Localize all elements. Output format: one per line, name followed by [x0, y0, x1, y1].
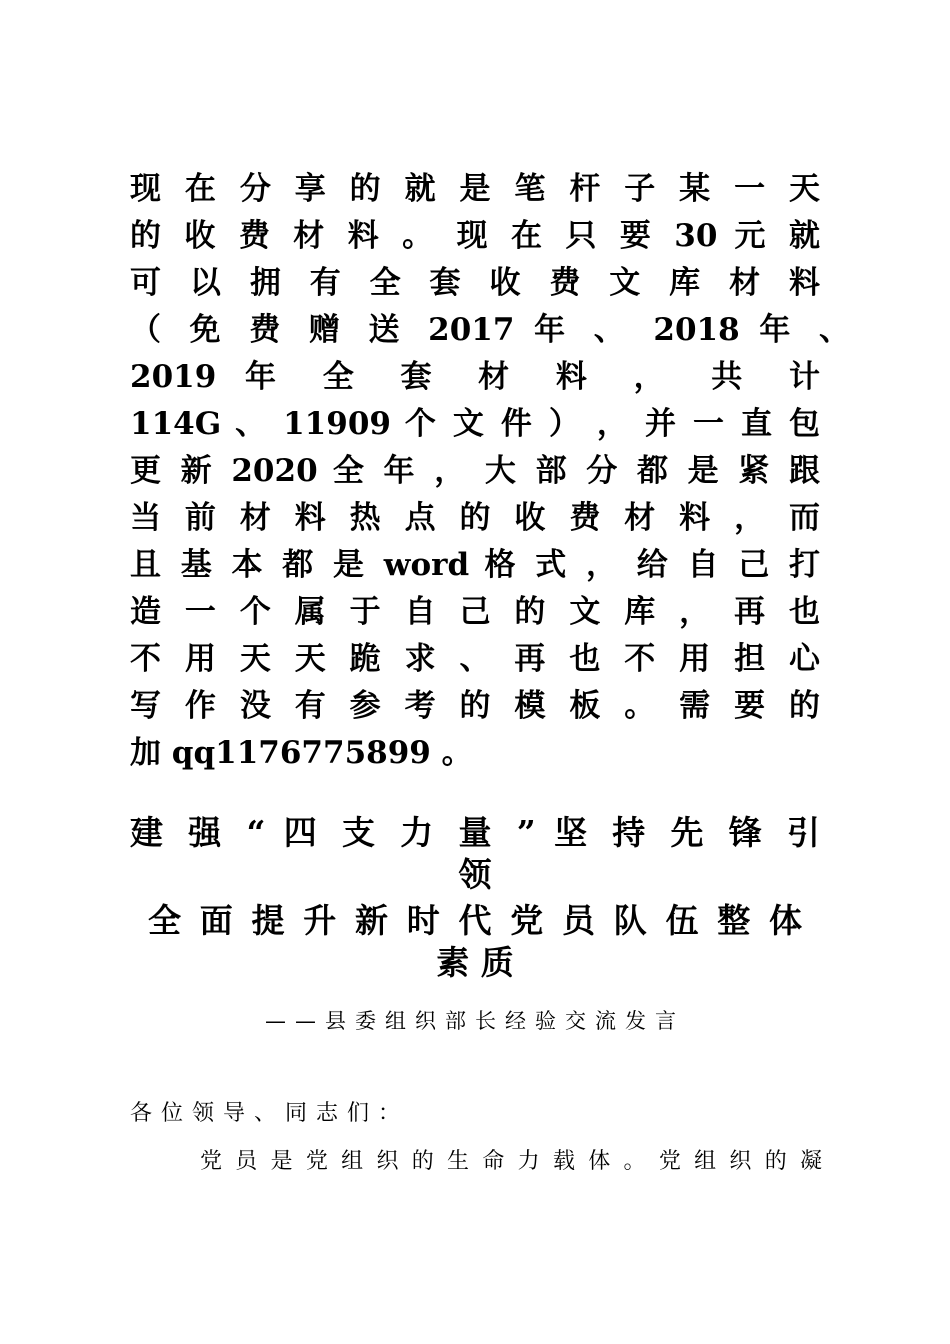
title-line-4: 素 质 — [436, 943, 514, 982]
promo-line: 的 收 费 材 料 。 现 在 只 要 30 元 就 — [130, 218, 820, 254]
promo-line: 不 用 天 天 跪 求 、 再 也 不 用 担 心 — [130, 641, 820, 677]
salutation: 各位领导、同志们： — [130, 1101, 410, 1126]
promo-line: 写 作 没 有 参 考 的 模 板 。 需 要 的 — [130, 688, 820, 724]
promo-line: 现 在 分 享 的 就 是 笔 杆 子 某 一 天 — [130, 171, 820, 207]
title-line-3: 全 面 提 升 新 时 代 党 员 队 伍 整 体 — [148, 901, 802, 940]
promo-line: 且 基 本 都 是 word 格 式 ， 给 自 己 打 — [130, 547, 820, 583]
promo-line: 114G 、 11909 个 文 件 ） ， 并 一 直 包 — [130, 406, 820, 442]
title-line-2: 领 — [458, 855, 492, 894]
promo-paragraph — [130, 166, 850, 777]
promo-line: 当 前 材 料 热 点 的 收 费 材 料 ， 而 — [130, 500, 820, 536]
promo-line: 2019 年 全 套 材 料 ， 共 计 — [130, 359, 820, 395]
title-line-1: 建 强 “ 四 支 力 量 ” 坚 持 先 锋 引 — [130, 813, 821, 852]
promo-line: （ 免 费 赠 送 2017 年 、 2018 年 、 — [130, 312, 850, 348]
promo-line: 更 新 2020 全 年 ， 大 部 分 都 是 紧 跟 — [130, 453, 820, 489]
promo-line-last: 加 qq1176775899 。 — [130, 735, 473, 771]
promo-line: 造 一 个 属 于 自 己 的 文 库 ， 再 也 — [130, 594, 820, 630]
promo-line: 可 以 拥 有 全 套 收 费 文 库 材 料 — [130, 265, 820, 301]
document-subtitle: ——县委组织部长经验交流发言 — [265, 1009, 685, 1033]
body-paragraph: 党 员 是 党 组 织 的 生 命 力 载 体 。 党 组 织 的 凝 — [200, 1149, 822, 1174]
document-title — [130, 812, 820, 984]
